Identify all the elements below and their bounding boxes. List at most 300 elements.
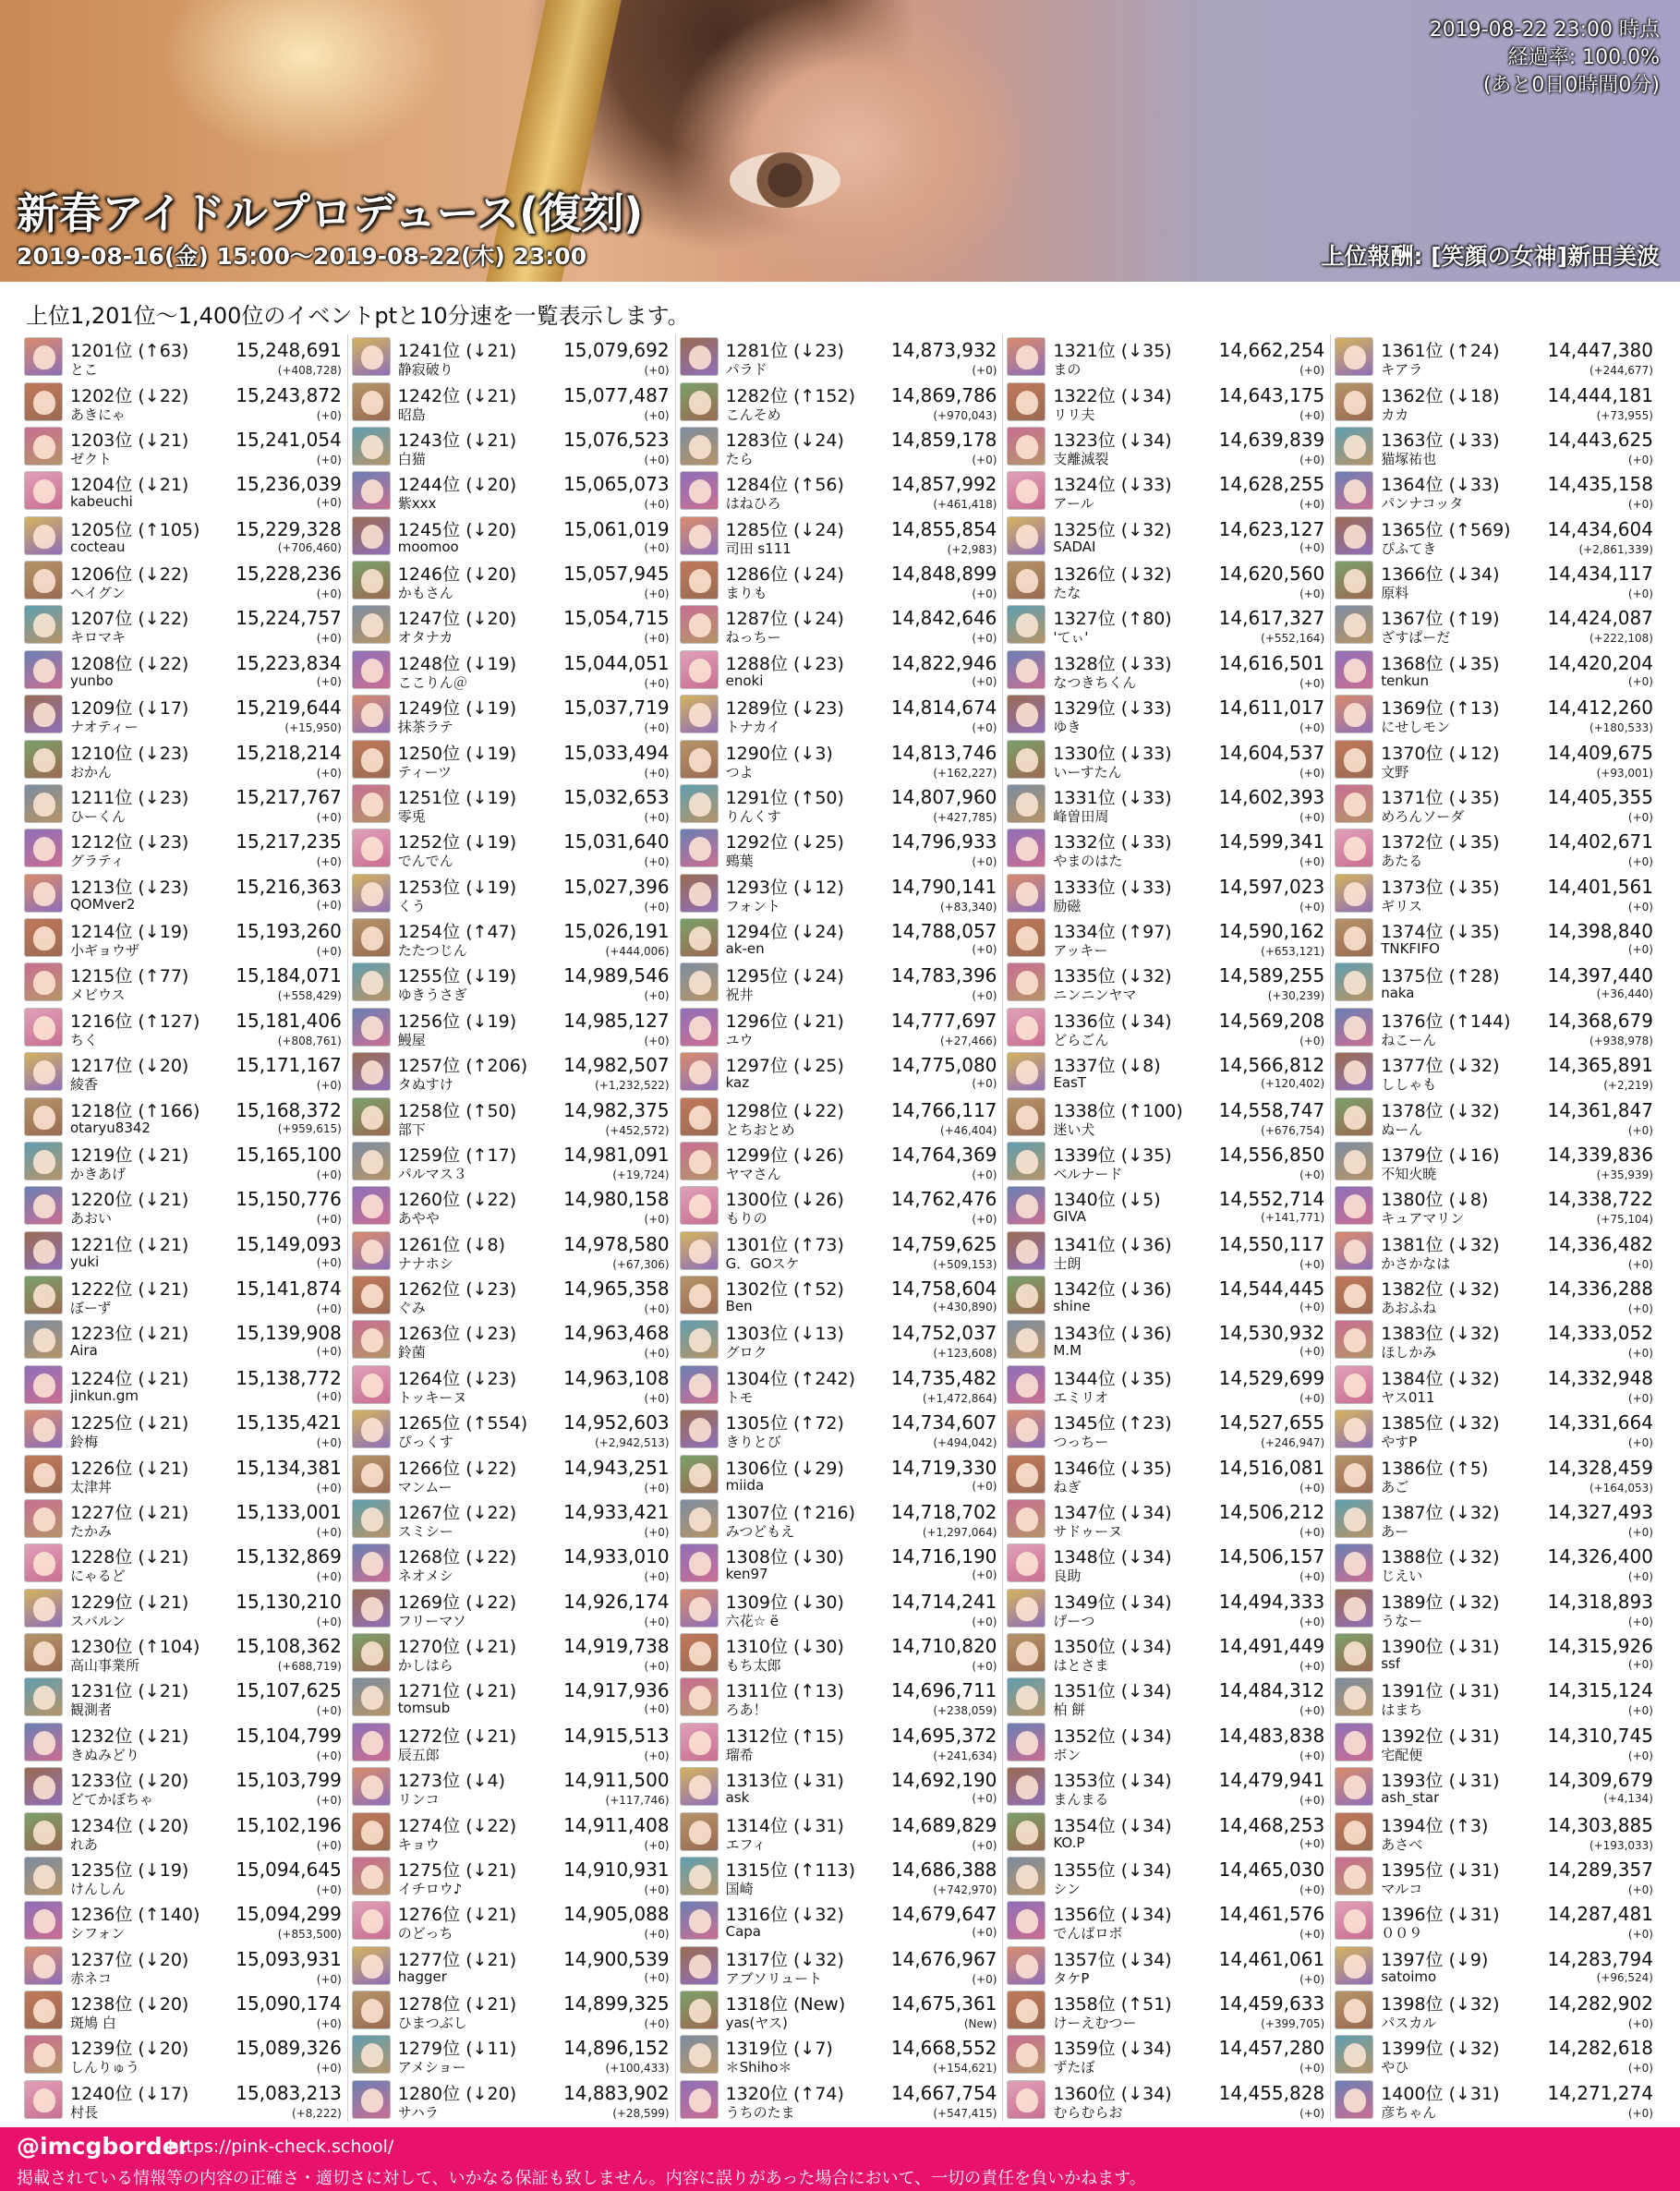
event-points: 15,236,039 [236, 473, 342, 496]
event-points: 15,165,100 [236, 1143, 342, 1166]
producer-name: じえい [1381, 1568, 1423, 1585]
rank-label: 1379位 (↓16) [1381, 1144, 1500, 1166]
ten-minute-speed: (+0) [644, 364, 670, 378]
ten-minute-speed: (+0) [1299, 1257, 1325, 1271]
event-points: 14,465,030 [1218, 1858, 1325, 1881]
producer-avatar [1007, 516, 1045, 555]
ranking-entry [1335, 1094, 1653, 1138]
event-points: 14,461,061 [1218, 1947, 1325, 1970]
ranking-entry [24, 1630, 342, 1675]
producer-name: 柏 餅 [1053, 1701, 1086, 1719]
entry-info [1381, 1051, 1653, 1092]
event-points: 14,695,372 [890, 1724, 997, 1747]
ranking-entry [24, 1049, 342, 1094]
producer-name: 綾香 [70, 1076, 99, 1094]
rank-label: 1234位 (↓20) [70, 1815, 189, 1836]
entry-info [1381, 1185, 1653, 1226]
rank-label: 1263位 (↓23) [397, 1324, 517, 1345]
producer-avatar [1335, 605, 1373, 644]
producer-avatar [24, 1410, 63, 1448]
entry-info [726, 783, 997, 824]
event-points: 14,491,449 [1218, 1635, 1325, 1658]
producer-name: ここりん＠ [397, 673, 467, 691]
producer-avatar [680, 918, 719, 957]
entry-info [1053, 2079, 1324, 2120]
entry-info [398, 1454, 670, 1495]
ten-minute-speed: (+0) [644, 1034, 670, 1047]
ranking-entry [1335, 1183, 1653, 1228]
event-points: 15,248,691 [236, 339, 342, 362]
rank-label: 1362位 (↓18) [1381, 385, 1500, 406]
producer-avatar [352, 1231, 391, 1270]
rank-label: 1394位 (↑3) [1381, 1815, 1489, 1836]
rank-label: 1314位 (↓31) [725, 1815, 844, 1836]
event-points: 15,133,001 [236, 1500, 342, 1523]
producer-avatar [1007, 471, 1045, 510]
ten-minute-speed: (+0) [316, 1570, 342, 1584]
event-points: 14,985,127 [563, 1009, 670, 1032]
entry-info [70, 739, 342, 780]
producer-name: 静寂破り [397, 361, 453, 379]
entry-info [1053, 470, 1324, 511]
producer-name: 猫塚祐也 [1381, 450, 1437, 467]
rank-label: 1358位 (↑51) [1053, 1994, 1172, 2015]
rank-label: 1284位 (↑56) [725, 475, 844, 496]
ranking-entry [1007, 1049, 1324, 1094]
producer-name: tenkun [1381, 672, 1430, 689]
producer-name: シン [1053, 1880, 1082, 1897]
ranking-entry [352, 1139, 670, 1183]
rank-label: 1217位 (↓20) [70, 1056, 189, 1077]
entry-info [726, 426, 997, 466]
producer-name: でんばロボ [1053, 1925, 1123, 1943]
entry-info [1053, 1856, 1324, 1896]
ranking-entry [24, 1764, 342, 1809]
ranking-entry [24, 1943, 342, 1988]
producer-name: たな [1053, 585, 1082, 602]
ten-minute-speed: (+0) [1299, 810, 1325, 824]
ten-minute-speed: (+0) [644, 1660, 670, 1674]
entry-info [1053, 1185, 1324, 1226]
event-points: 14,639,839 [1218, 428, 1325, 451]
entry-info [1381, 1722, 1653, 1762]
ranking-entry [24, 1407, 342, 1451]
ten-minute-speed: (+0) [644, 721, 670, 735]
producer-avatar [1335, 2035, 1373, 2074]
disclaimer: 掲載されている情報等の内容の正確さ・適切さに対して、いかなる保証も致しません。内容に誤りがあった場合において、一切の責任を負いかねます。 [17, 2169, 1146, 2188]
rank-label: 1290位 (↓3) [725, 743, 833, 764]
ranking-entry [24, 2032, 342, 2076]
producer-name: なつきちくん [1053, 673, 1137, 691]
producer-name: あおふね [1381, 1300, 1437, 1317]
entry-info [1381, 1498, 1653, 1539]
ten-minute-speed: (+461,418) [933, 498, 997, 512]
rank-label: 1288位 (↓23) [725, 653, 844, 674]
producer-avatar [1335, 740, 1373, 779]
producer-name: 紫xxx [397, 495, 437, 513]
ranking-entry [1335, 692, 1653, 736]
producer-name: おかん [70, 763, 113, 781]
entry-info [726, 1766, 997, 1807]
event-points: 14,310,745 [1547, 1724, 1653, 1747]
entry-info [398, 1275, 670, 1315]
rank-label: 1203位 (↓21) [70, 430, 189, 451]
ten-minute-speed: (+0) [1299, 676, 1325, 690]
ten-minute-speed: (+444,006) [605, 945, 670, 959]
entry-info [1381, 1677, 1653, 1717]
rank-label: 1214位 (↓19) [70, 922, 189, 943]
event-points: 15,218,214 [236, 741, 342, 764]
producer-name: kaz [725, 1074, 750, 1092]
entry-info [70, 1275, 342, 1315]
ranking-entry [352, 1005, 670, 1049]
ranking-entry [24, 692, 342, 736]
producer-avatar [352, 1767, 391, 1806]
ranking-entry [1335, 1317, 1653, 1362]
producer-avatar [1335, 829, 1373, 867]
producer-name: キュアマリン [1381, 1210, 1465, 1228]
entry-info [1053, 1454, 1324, 1495]
producer-name: キロマキ [70, 629, 127, 647]
producer-avatar [352, 1097, 391, 1136]
event-points: 14,989,546 [563, 964, 670, 987]
producer-name: 小ギョウザ [70, 942, 140, 960]
event-points: 15,094,645 [236, 1858, 342, 1881]
producer-avatar [680, 829, 719, 867]
event-points: 14,599,341 [1218, 830, 1325, 853]
entry-info [1381, 1588, 1653, 1628]
event-points: 14,336,288 [1547, 1277, 1653, 1301]
entry-info [726, 1811, 997, 1852]
rank-label: 1312位 (↑15) [725, 1725, 844, 1747]
entry-info [398, 1543, 670, 1583]
ten-minute-speed: (+0) [316, 1213, 342, 1227]
rank-label: 1311位 (↑13) [725, 1681, 844, 1702]
ten-minute-speed: (+1,472,864) [922, 1391, 997, 1405]
producer-name: けーえむつー [1053, 2015, 1137, 2032]
entry-info [70, 515, 342, 556]
ten-minute-speed: (+0) [316, 1525, 342, 1539]
rank-label: 1330位 (↓33) [1053, 743, 1172, 764]
producer-name: もりの [725, 1210, 767, 1228]
ranking-entry [1007, 1720, 1324, 1764]
producer-avatar [1007, 427, 1045, 466]
entry-info [70, 1409, 342, 1449]
producer-name: どらごん [1053, 1031, 1109, 1048]
ten-minute-speed: (+0) [316, 1389, 342, 1403]
ten-minute-speed: (+0) [1299, 1345, 1325, 1359]
rank-label: 1260位 (↓22) [397, 1190, 517, 1211]
ranking-entry [680, 1854, 997, 1898]
producer-avatar [24, 1142, 63, 1180]
producer-name: あやや [397, 1210, 440, 1228]
rank-label: 1397位 (↓9) [1381, 1949, 1489, 1970]
event-points: 15,168,372 [236, 1098, 342, 1121]
rank-label: 1204位 (↓21) [70, 475, 189, 496]
producer-avatar [680, 1231, 719, 1270]
producer-avatar [1335, 1097, 1373, 1136]
producer-avatar [352, 1052, 391, 1091]
ranking-entry [24, 1720, 342, 1764]
entry-info [1053, 1588, 1324, 1628]
producer-avatar [1007, 1008, 1045, 1047]
event-points: 14,628,255 [1218, 473, 1325, 496]
rank-label: 1341位 (↓36) [1053, 1234, 1172, 1255]
entry-info [398, 470, 670, 511]
ranking-entry [680, 2077, 997, 2122]
ranking-entry [1007, 602, 1324, 647]
ten-minute-speed: (+494,042) [933, 1436, 997, 1450]
ranking-entry [1007, 1139, 1324, 1183]
rank-label: 1246位 (↓20) [397, 564, 517, 586]
ranking-entry [1335, 781, 1653, 826]
producer-name: ねっちー [725, 629, 781, 647]
entry-info [70, 1677, 342, 1717]
event-points: 14,447,380 [1547, 339, 1653, 362]
rank-label: 1279位 (↓11) [397, 2039, 517, 2060]
producer-name: otaryu8342 [70, 1119, 151, 1136]
ten-minute-speed: (+100,433) [605, 2062, 670, 2076]
event-points: 15,090,174 [236, 1992, 342, 2015]
entry-info [70, 1945, 342, 1986]
event-points: 15,219,644 [236, 696, 342, 720]
ten-minute-speed: (+0) [1627, 1615, 1653, 1628]
rank-label: 1252位 (↓19) [397, 832, 517, 853]
event-points: 14,550,117 [1218, 1232, 1325, 1255]
event-points: 15,108,362 [236, 1635, 342, 1658]
ranking-entry [24, 1854, 342, 1898]
producer-avatar [24, 740, 63, 779]
rank-label: 1249位 (↓19) [397, 698, 517, 720]
ten-minute-speed: (+0) [1627, 1123, 1653, 1137]
time-info [1430, 17, 1660, 100]
producer-name: イチロウ♪ [397, 1880, 463, 1897]
producer-name: jinkun.gm [70, 1386, 139, 1404]
rank-label: 1267位 (↓22) [397, 1502, 517, 1523]
rank-label: 1210位 (↓23) [70, 743, 189, 764]
ten-minute-speed: (+0) [1299, 1525, 1325, 1539]
producer-avatar [24, 1499, 63, 1538]
entry-info [1381, 1364, 1653, 1405]
site-url-link[interactable]: https://pink-check.school/ [168, 2137, 394, 2157]
producer-avatar [1335, 1410, 1373, 1448]
ranking-entry [1007, 1586, 1324, 1630]
rank-label: 1307位 (↑216) [725, 1502, 855, 1523]
ten-minute-speed: (+0) [1299, 453, 1325, 466]
ten-minute-speed: (+0) [1627, 1882, 1653, 1896]
ten-minute-speed: (+0) [644, 1928, 670, 1942]
producer-name: トモ [725, 1388, 754, 1406]
ranking-entry [1007, 1094, 1324, 1138]
entry-info [726, 1409, 997, 1449]
producer-avatar [1335, 561, 1373, 599]
rank-label: 1371位 (↓35) [1381, 787, 1500, 808]
ranking-entry [352, 1988, 670, 2032]
ten-minute-speed: (+0) [972, 453, 997, 466]
event-points: 14,552,714 [1218, 1188, 1325, 1211]
ten-minute-speed: (+0) [1299, 1794, 1325, 1808]
ranking-entry [24, 602, 342, 647]
producer-name: ヘイグン [70, 585, 126, 602]
ranking-entry [680, 1139, 997, 1183]
event-points: 14,530,932 [1218, 1322, 1325, 1345]
event-points: 14,455,828 [1218, 2081, 1325, 2104]
producer-name: 峰曽田周 [1053, 807, 1109, 825]
rank-label: 1257位 (↑206) [397, 1056, 528, 1077]
ten-minute-speed: (+154,621) [933, 2062, 997, 2076]
event-points: 14,859,178 [890, 428, 997, 451]
producer-name: ざすぱーだ [1381, 629, 1451, 647]
ranking-entry [352, 1586, 670, 1630]
ranking-entry [352, 1094, 670, 1138]
rank-label: 1346位 (↓35) [1053, 1458, 1172, 1479]
entry-info [398, 2079, 670, 2120]
producer-name: ask [725, 1789, 750, 1807]
producer-avatar [1007, 1812, 1045, 1851]
ten-minute-speed: (+0) [972, 1972, 997, 1986]
entry-info [1381, 2079, 1653, 2120]
event-points: 14,604,537 [1218, 741, 1325, 764]
producer-name: のどっち [397, 1925, 453, 1943]
ranking-entry [1007, 692, 1324, 736]
entry-info [70, 1096, 342, 1137]
entry-info [726, 336, 997, 377]
ranking-entry [680, 1407, 997, 1451]
ranking-entry [1007, 558, 1324, 602]
event-points: 14,842,646 [890, 607, 997, 630]
event-points: 14,461,576 [1218, 1903, 1325, 1926]
ranking-entry [1335, 424, 1653, 468]
producer-avatar [352, 1410, 391, 1448]
ten-minute-speed: (+0) [644, 498, 670, 512]
entry-info [726, 1632, 997, 1673]
producer-avatar [352, 1365, 391, 1404]
producer-name: 零兎 [397, 807, 426, 825]
producer-name: どてかぼちゃ [70, 1791, 154, 1809]
producer-avatar [1007, 1633, 1045, 1672]
producer-name: パンナコッタ [1381, 495, 1464, 513]
rank-label: 1215位 (↑77) [70, 966, 189, 987]
producer-name: たら [725, 450, 754, 467]
ten-minute-speed: (+27,466) [939, 1034, 997, 1047]
ranking-entry [1335, 379, 1653, 423]
rank-label: 1233位 (↓20) [70, 1771, 189, 1792]
producer-name: うちのたま [725, 2103, 795, 2121]
ranking-entry [680, 334, 997, 379]
entry-info [70, 604, 342, 645]
event-points: 14,943,251 [563, 1456, 670, 1479]
event-points: 14,483,838 [1218, 1724, 1325, 1747]
ten-minute-speed: (+0) [316, 1345, 342, 1359]
producer-avatar [1007, 337, 1045, 376]
producer-avatar [24, 695, 63, 733]
ranking-entry [352, 648, 670, 692]
entry-info [1053, 1722, 1324, 1762]
ten-minute-speed: (+0) [316, 1168, 342, 1181]
producer-name: こんそめ [725, 406, 781, 423]
ranking-entry [1335, 826, 1653, 870]
ten-minute-speed: (+0) [644, 900, 670, 914]
ranking-entry [352, 468, 670, 513]
producer-avatar [24, 784, 63, 823]
producer-name: やまのはた [1053, 853, 1123, 870]
producer-name: 観測者 [70, 1701, 113, 1719]
event-points: 15,223,834 [236, 651, 342, 674]
entry-info [70, 1051, 342, 1092]
producer-avatar [24, 918, 63, 957]
ten-minute-speed: (+0) [1627, 1257, 1653, 1271]
producer-name: ゼクト [70, 450, 113, 467]
entry-info [726, 1588, 997, 1628]
entry-info [70, 1454, 342, 1495]
rank-label: 1221位 (↓21) [70, 1234, 189, 1255]
producer-avatar [1335, 2080, 1373, 2119]
ranking-entry [1335, 1586, 1653, 1630]
event-points: 14,734,607 [890, 1411, 997, 1434]
ten-minute-speed: (+30,239) [1267, 989, 1325, 1003]
ranking-entry [1335, 468, 1653, 513]
event-points: 15,089,326 [236, 2037, 342, 2060]
entry-info [398, 604, 670, 645]
ranking-entry [24, 1496, 342, 1541]
event-points: 15,181,406 [236, 1009, 342, 1032]
ranking-entry [1335, 736, 1653, 781]
ten-minute-speed: (+0) [316, 2017, 342, 2031]
rank-label: 1306位 (↓29) [725, 1458, 844, 1479]
ranking-entry [680, 915, 997, 960]
producer-name: たたつじん [397, 942, 467, 960]
producer-avatar [352, 1677, 391, 1716]
producer-avatar [1335, 1365, 1373, 1404]
producer-avatar [24, 1901, 63, 1940]
producer-avatar [680, 382, 719, 421]
event-points: 15,229,328 [236, 517, 342, 540]
rank-label: 1287位 (↓24) [725, 609, 844, 630]
rank-label: 1259位 (↑17) [397, 1144, 517, 1166]
ten-minute-speed: (+0) [1299, 498, 1325, 512]
event-points: 14,361,847 [1547, 1098, 1653, 1121]
entry-info [70, 560, 342, 600]
event-points: 15,031,640 [563, 830, 670, 853]
entry-info [1381, 1275, 1653, 1315]
ten-minute-speed: (+0) [316, 1302, 342, 1316]
ten-minute-speed: (+408,728) [277, 364, 342, 378]
producer-name: でんでん [397, 853, 453, 870]
event-points: 14,735,482 [890, 1366, 997, 1389]
ranking-entry [680, 1005, 997, 1049]
ten-minute-speed: (+0) [1299, 1391, 1325, 1405]
entry-info [70, 962, 342, 1002]
producer-name: 村長 [70, 2103, 99, 2121]
event-points: 14,484,312 [1218, 1679, 1325, 1702]
producer-name: ssf [1381, 1655, 1401, 1673]
ten-minute-speed: (+0) [1627, 1347, 1653, 1361]
rank-label: 1374位 (↓35) [1381, 922, 1500, 943]
ranking-entry [680, 781, 997, 826]
producer-name: kabeuchi [70, 493, 133, 511]
producer-name: ００９ [1381, 1925, 1423, 1943]
event-points: 15,026,191 [563, 920, 670, 943]
producer-avatar [1007, 1455, 1045, 1494]
rank-label: 1385位 (↓32) [1381, 1413, 1500, 1434]
producer-name: ずたぼ [1053, 2059, 1095, 2076]
rank-label: 1323位 (↓34) [1053, 430, 1172, 451]
twitter-handle-link[interactable]: @imcgborder [17, 2133, 189, 2160]
ten-minute-speed: (+0) [972, 943, 997, 957]
producer-avatar [352, 1008, 391, 1047]
rank-label: 1224位 (↓21) [70, 1368, 189, 1389]
rank-label: 1201位 (↑63) [70, 341, 189, 362]
